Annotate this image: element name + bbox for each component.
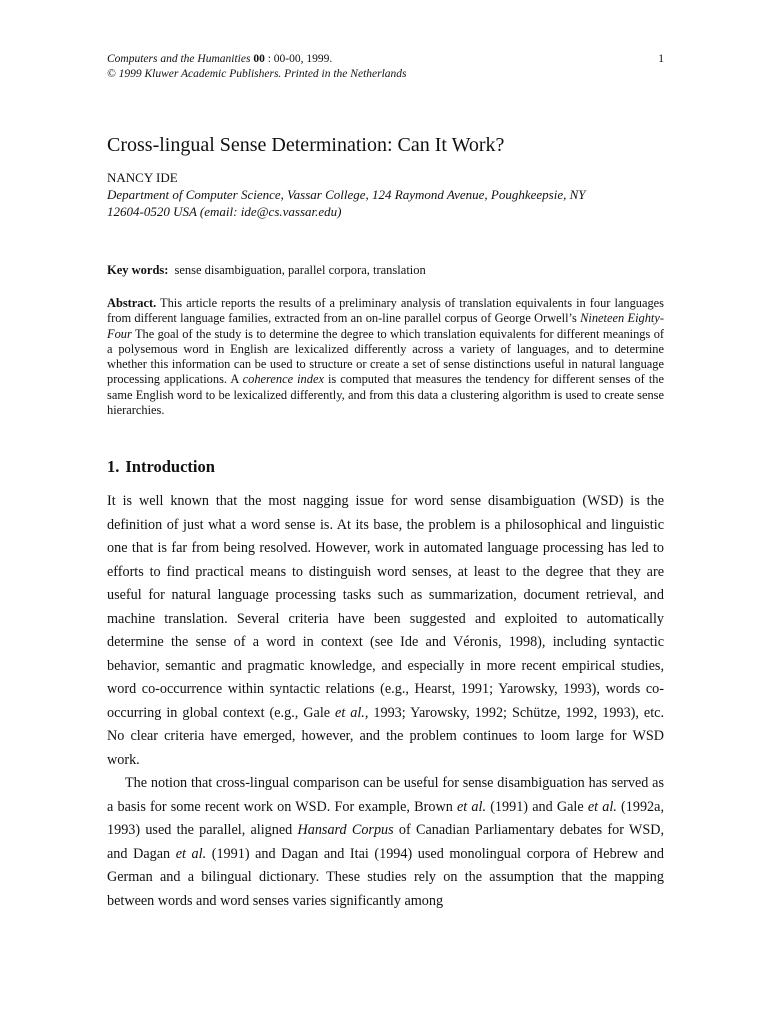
journal-name: Computers and the Humanities: [107, 53, 251, 65]
paragraph-1-text-a: It is well known that the most nagging issue for word sense disambiguation (WSD) is the definition of just what a word sense is. At its base, the problem is a philosophical and linguistic one that is far from being resolved. However, work in automated language processing has led to efforts to find practical means to distinguish word senses, at least to the degree that they are useful for natural language processing tasks such as summarization, document retrieval, and machine translation. Several criteria have been suggested and exploited to automatically determine the sense of a word in context (see Ide and Véronis, 1998), including syntactic behavior, semantic and pragmatic knowledge, and especially in more recent empirical studies, word co-occurrence within syntactic relations (e.g., Hearst, 1991; Yarowsky, 1993), words co-occurring in global context (e.g., Gale: [107, 493, 664, 721]
section-title: Introduction: [125, 457, 215, 477]
page-number: 1: [658, 53, 664, 65]
paragraph-1-text-b: , 1993; Yarowsky, 1992; Schütze, 1992, 1993), etc. No clear criteria have emerged, however, and the problem continues to loom large for WSD work.: [107, 704, 665, 768]
paragraph-2: [107, 772, 664, 913]
paragraph-2-text-d: of Canadian Parliamentary debates for WSD, and Dagan: [107, 822, 665, 862]
affiliation-line-2: 12604-0520 USA (email: ide@cs.vassar.edu): [107, 204, 342, 219]
abstract-book-title: Nineteen Eighty-Four: [107, 311, 664, 341]
journal-citation: [107, 52, 664, 67]
paragraph-2-text-a: The notion that cross-lingual comparison can be useful for sense disambiguation has served as a basis for some recent work on WSD. For example, Brown: [107, 775, 664, 815]
paragraph-2-text-b: (1991) and Gale: [490, 798, 584, 815]
paragraph-2-text-c: (1992a, 1993) used the parallel, aligned: [107, 798, 664, 839]
abstract: [107, 296, 664, 418]
section-body: [107, 490, 664, 913]
paragraph-2-etal-2: et al.: [587, 798, 617, 815]
affiliation-line-1: Department of Computer Science, Vassar College, 124 Raymond Avenue, Poughkeepsie, NY: [107, 187, 586, 202]
section-number: 1.: [107, 457, 120, 477]
abstract-label: Abstract.: [107, 296, 157, 310]
paragraph-2-text-e: (1991) and Dagan and Itai (1994) used monolingual corpora of Hebrew and German and a bilingual dictionary. These studies rely on the assumption that the mapping between words and word senses varies significantly among: [107, 845, 665, 909]
abstract-text-1: This article reports the results of a preliminary analysis of translation equivalents in four languages from different language families, extracted from an on-line parallel corpus of George Orwell’s: [107, 296, 664, 326]
volume-number: 00: [253, 53, 265, 65]
author-name: NANCY IDE: [107, 170, 178, 185]
paragraph-2-etal-3: et al.: [175, 845, 207, 862]
paper-title: Cross-lingual Sense Determination: Can It Work?: [107, 134, 505, 156]
copyright-line: © 1999 Kluwer Academic Publishers. Printed in the Netherlands: [107, 68, 407, 80]
paper-page: [107, 52, 664, 913]
section-heading-introduction: [107, 457, 664, 477]
keywords-text: sense disambiguation, parallel corpora, translation: [174, 263, 426, 277]
keywords: [107, 262, 664, 279]
paragraph-2-etal-1: et al.: [456, 798, 486, 815]
pages-year: : 00-00, 1999.: [267, 53, 333, 65]
paragraph-1: [107, 490, 664, 772]
author-affiliation: [107, 186, 664, 220]
abstract-text-3: is computed that measures the tendency for different senses of the same English word to be lexicalized differently, and from this data a clustering algorithm is used to create sense hierarchies.: [107, 372, 664, 418]
paragraph-1-etal: et al.: [335, 704, 365, 721]
running-head: [107, 52, 664, 82]
keywords-label: Key words:: [107, 263, 169, 277]
abstract-term: coherence index: [242, 372, 324, 387]
abstract-text-2: The goal of the study is to determine the degree to which translation equivalents for different meanings of a polysemous word in English are lexicalized differently across a variety of languages, and to determine whether this information can be used to structure or create a set of sense distinctions useful in natural language processing applications. A: [107, 326, 665, 387]
paragraph-2-corpus: Hansard Corpus: [297, 822, 394, 839]
